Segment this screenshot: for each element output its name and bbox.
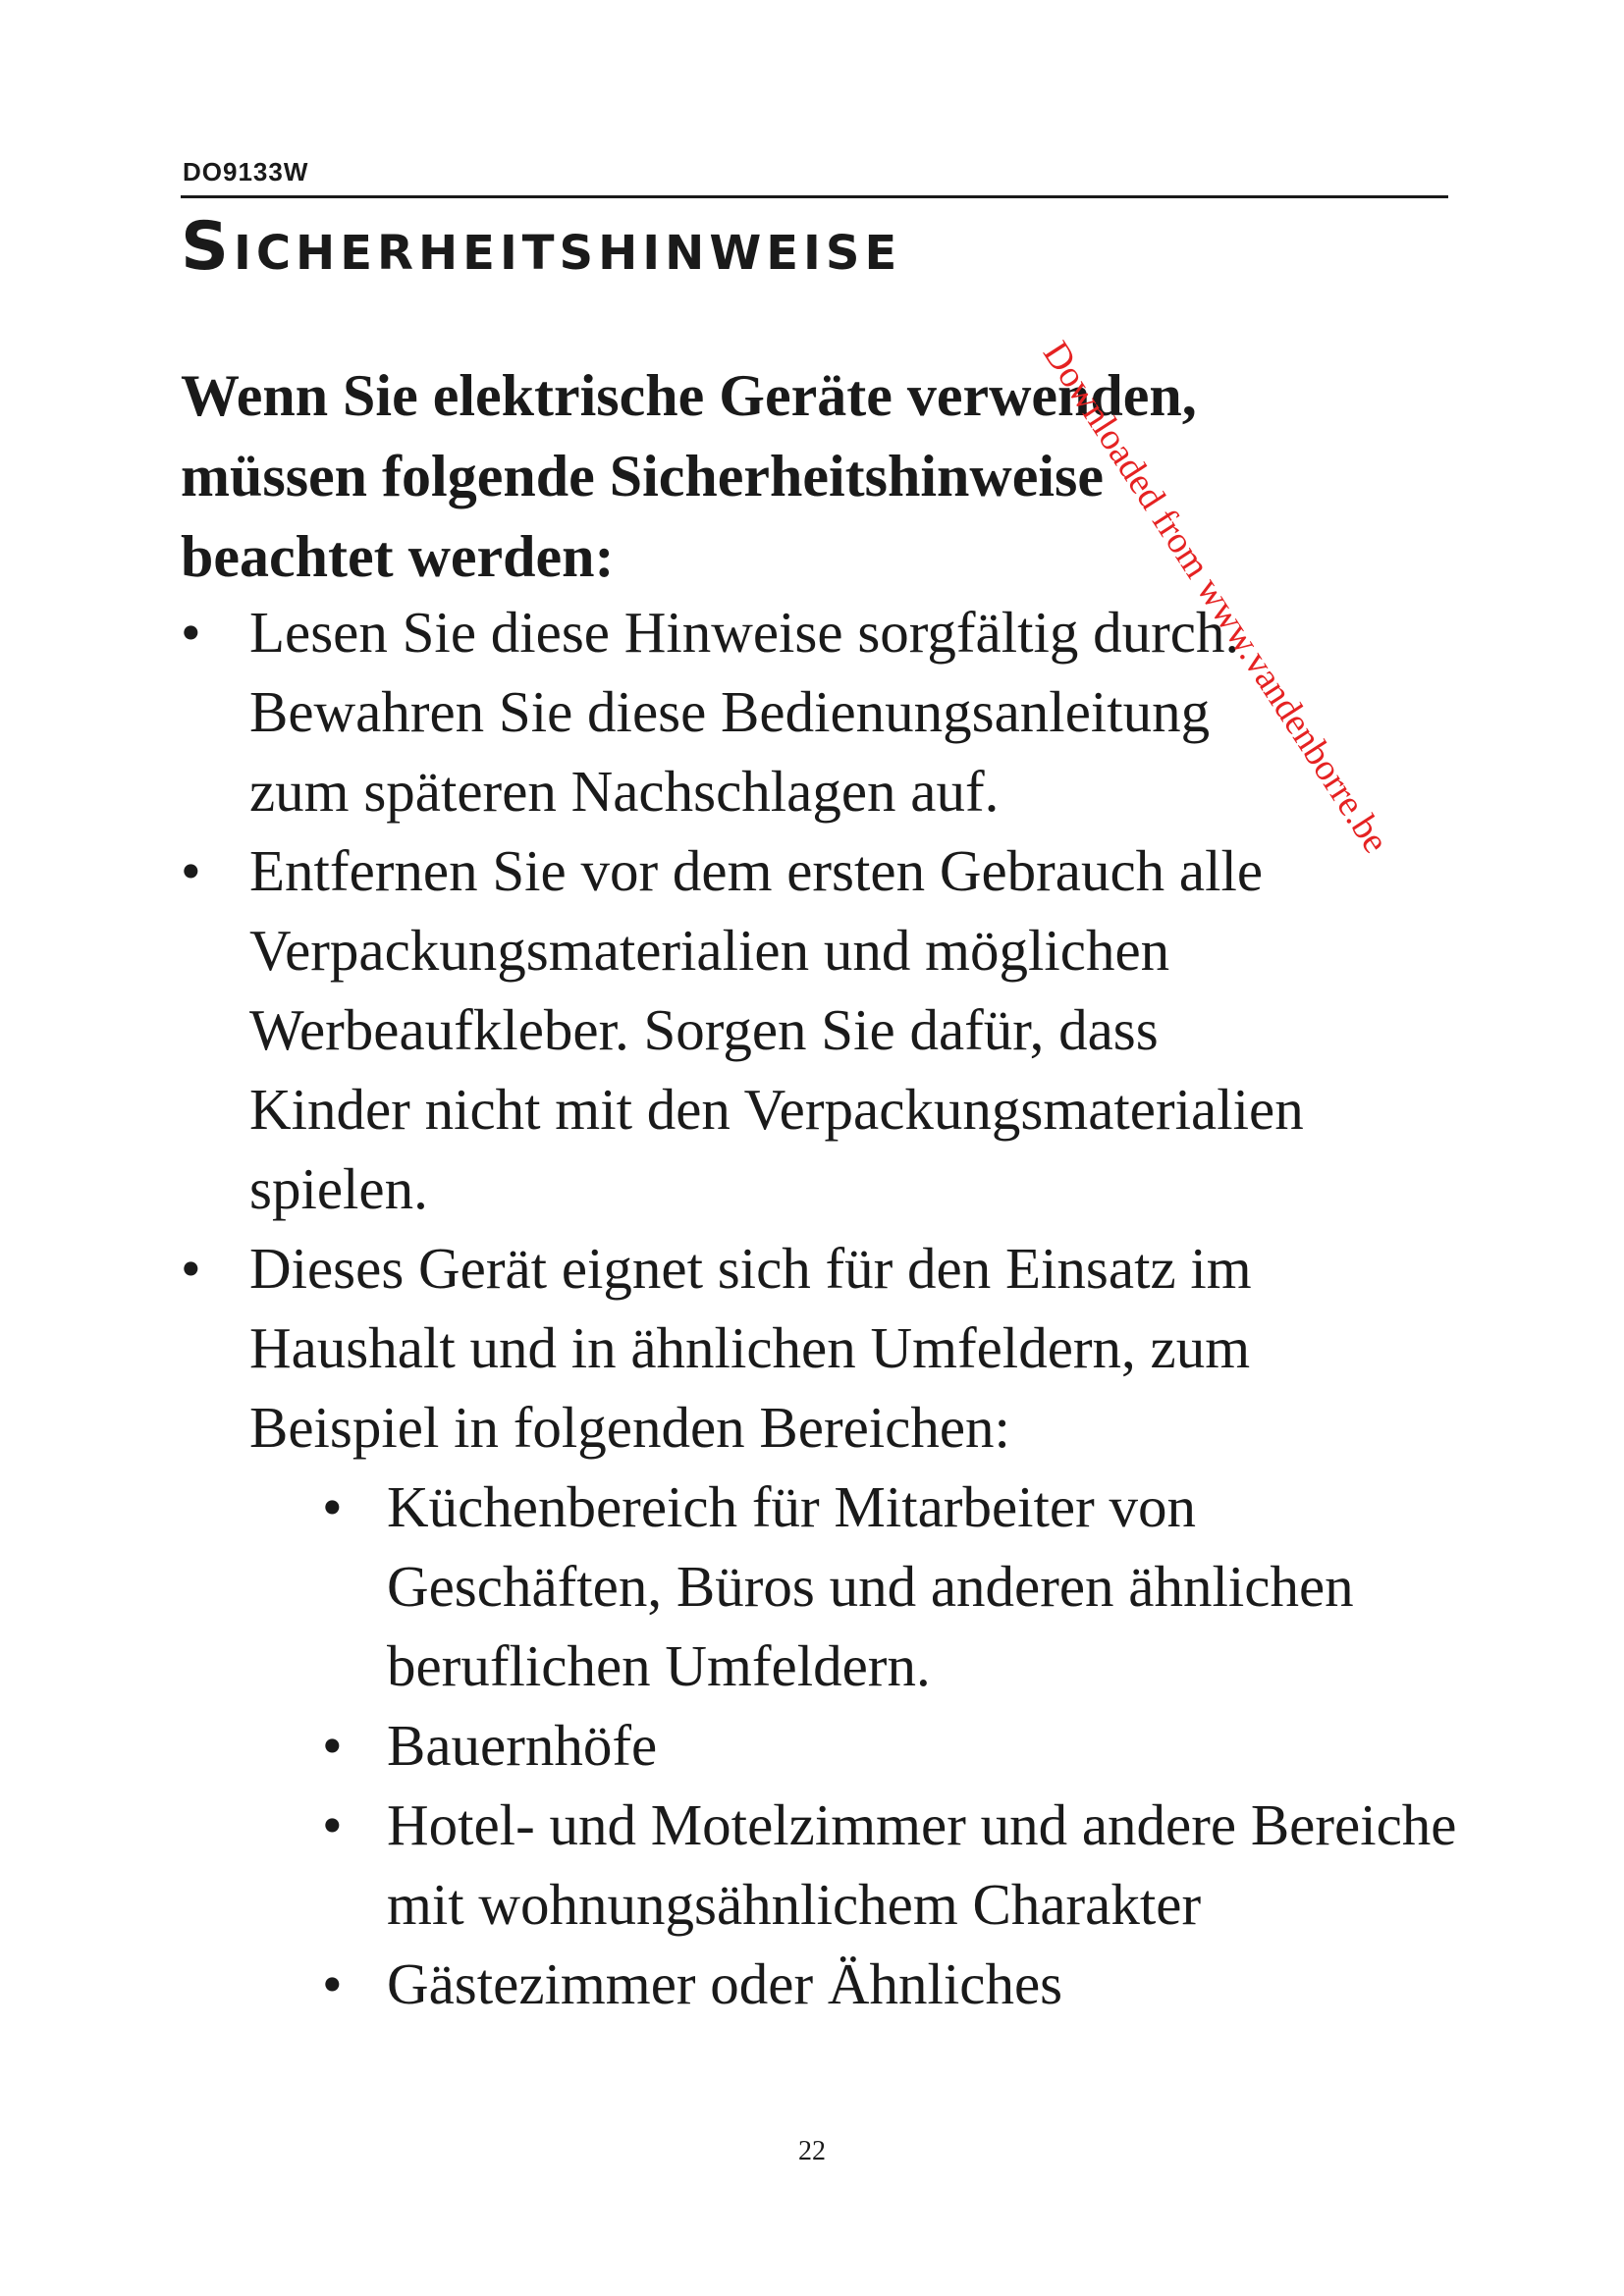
model-number: DO9133W bbox=[183, 157, 309, 187]
intro-line: müssen folgende Sicherheitshinweise bbox=[181, 444, 1105, 508]
sub-list-item bbox=[181, 1468, 1457, 1706]
item-line: Bereiche mit wohnungsähnlichem bbox=[387, 1792, 1457, 1937]
safety-list bbox=[181, 593, 1457, 2024]
item-line: Bauernhöfe bbox=[387, 1713, 658, 1778]
item-line: Gästezimmer oder Ähnliches bbox=[387, 1951, 1063, 2016]
intro-line: beachtet werden: bbox=[181, 524, 615, 589]
bullet: • bbox=[322, 1951, 343, 2016]
item-line: Beispiel in folgenden Bereichen: bbox=[249, 1395, 1010, 1460]
sub-list-item bbox=[181, 1706, 1457, 1786]
item-line: Kinder nicht mit den Verpackungsmaterialien bbox=[249, 1077, 1304, 1142]
item-line: ähnlichen beruflichen Umfeldern. bbox=[387, 1554, 1354, 1698]
item-line: Verpackungsmaterialien und möglichen bbox=[249, 918, 1170, 983]
bullet: • bbox=[322, 1713, 343, 1778]
item-line: spielen. bbox=[249, 1156, 428, 1221]
item-line: Haushalt und in ähnlichen Umfeldern, zum bbox=[249, 1315, 1251, 1380]
sub-list-item bbox=[181, 1786, 1457, 1945]
item-line: Hotel- und Motelzimmer und andere bbox=[387, 1792, 1237, 1857]
item-line: zum späteren Nachschlagen auf. bbox=[249, 759, 1000, 824]
item-line: Dieses Gerät eignet sich für den Einsatz im bbox=[249, 1236, 1252, 1301]
item-line: Bewahren Sie diese Bedienungsanleitung bbox=[249, 679, 1211, 744]
download-watermark: Downloaded from www.vandenborre.be bbox=[1034, 334, 1397, 861]
intro-line: Wenn Sie elektrische Geräte verwenden, bbox=[181, 363, 1197, 428]
list-item bbox=[181, 1229, 1457, 1468]
sub-list-item bbox=[181, 1945, 1457, 2024]
bullet: • bbox=[181, 838, 201, 903]
item-line: Geschäften, Büros und anderen bbox=[387, 1554, 1114, 1619]
bullet: • bbox=[181, 1236, 201, 1301]
bullet: • bbox=[322, 1792, 343, 1857]
item-line: Entfernen Sie vor dem ersten Gebrauch alle bbox=[249, 838, 1264, 903]
item-line: Werbeaufkleber. Sorgen Sie dafür, dass bbox=[249, 997, 1159, 1062]
item-line: Lesen Sie diese Hinweise sorgfältig durch. bbox=[249, 600, 1240, 665]
list-item bbox=[181, 831, 1457, 1229]
bullet: • bbox=[181, 600, 201, 665]
page-title: Sicherheitshinweise bbox=[181, 208, 902, 286]
bullet: • bbox=[322, 1474, 343, 1539]
item-line: Küchenbereich für Mitarbeiter von bbox=[387, 1474, 1197, 1539]
page-number: 22 bbox=[798, 2136, 826, 2166]
item-line: Charakter bbox=[972, 1872, 1202, 1937]
header-rule bbox=[181, 195, 1448, 198]
